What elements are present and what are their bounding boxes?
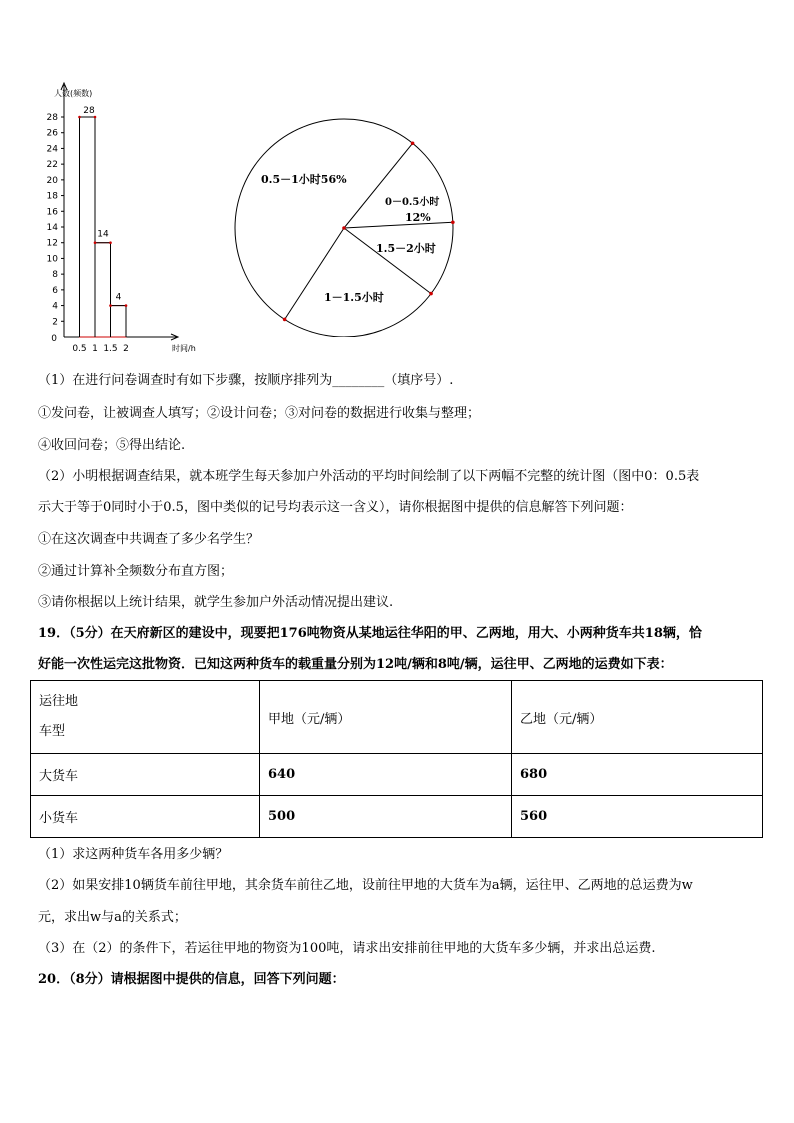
bar-corner-point (125, 304, 128, 307)
pie-slice-sublabel: 12% (405, 211, 431, 224)
x-tick-label: 2 (123, 344, 129, 354)
q2-text-a: （2）小明根据调查结果，就本班学生每天参加户外活动的平均时间绘制了以下两幅不完整的统计图（图中0：0.5表 (38, 469, 700, 484)
x-tick-label: 1.5 (103, 344, 118, 354)
bar-data-label: 4 (115, 292, 122, 303)
y-tick-label: 4 (52, 301, 58, 312)
pie-slice-label: 0.5－1小时56% (261, 173, 347, 186)
cell-yi: 560 (512, 796, 763, 838)
bar-corner-point (109, 241, 112, 244)
pie-slice-boundary (344, 143, 413, 228)
q1-text: （1）在进行问卷调查时有如下步骤，按顺序排列为________（填序号）. (38, 373, 454, 388)
y-tick-label: 8 (52, 270, 58, 281)
y-tick-label: 26 (46, 128, 58, 139)
y-tick-label: 18 (46, 191, 58, 202)
corner-bottom: 车型 (39, 724, 66, 739)
q2-sub3: ③请你根据以上统计结果，就学生参加户外活动情况提出建议. (38, 595, 394, 610)
x-axis-label: 时间/h (172, 344, 196, 353)
q2-sub1: ①在这次调查中共调查了多少名学生？ (38, 532, 260, 547)
table-row (31, 754, 763, 796)
histogram-bar (111, 306, 127, 337)
col-header-yi: 乙地（元/辆） (512, 681, 763, 754)
x-tick-label: 0.5 (72, 344, 87, 354)
x-tick-label: 1 (92, 344, 98, 354)
bar-corner-point (94, 241, 97, 244)
y-tick-label: 16 (46, 207, 58, 218)
pie-slice-boundary (344, 228, 431, 294)
y-tick-label: 6 (52, 285, 58, 296)
table-header-row (31, 681, 763, 754)
cell-yi: 680 (512, 754, 763, 796)
q19-sub2-b: 元，求出w与a的关系式； (38, 910, 187, 925)
q19-sub3: （3）在（2）的条件下，若运往甲地的物资为100吨，请求出安排前往甲地的大货车多少辆，并求出总运费. (38, 941, 656, 956)
bar-corner-point (78, 116, 81, 119)
q20-text: 20．（8分）请根据图中提供的信息，回答下列问题： (38, 972, 345, 987)
q19-sub1: （1）求这两种货车各用多少辆？ (38, 847, 229, 862)
q19-text-a: 19．（5分）在天府新区的建设中，现要把176吨物资从某地运往华阳的甲、乙两地，用大、小两种货车共18辆，恰 (38, 626, 702, 641)
row-type: 大货车 (31, 754, 260, 796)
histogram-bar-outline (95, 243, 111, 337)
pie-slice-boundary (344, 222, 453, 228)
origin-label: 0 (51, 334, 57, 344)
y-tick-label: 28 (46, 113, 58, 123)
pie-center-point (342, 226, 346, 230)
pie-slice-label: 1.5－2小时 (376, 242, 436, 255)
corner-top: 运往地 (39, 694, 79, 709)
q19-text-b: 好能一次性运完这批物资．已知这两种货车的载重量分别为12吨/辆和8吨/辆，运往甲、乙两地的运费如下表： (38, 657, 673, 672)
row-type: 小货车 (31, 796, 260, 838)
cell-jia: 500 (260, 796, 512, 838)
pie-boundary-point (451, 220, 455, 224)
histogram-bar-outline (111, 306, 127, 337)
bar-corner-point (94, 116, 97, 119)
pie-slice-boundary (285, 228, 344, 319)
pie-chart (225, 112, 465, 337)
q1-steps-b: ④收回问卷；⑤得出结论. (38, 438, 186, 453)
y-axis-label: 人数(频数) (54, 89, 93, 98)
pie-slice-label: 1－1.5小时 (324, 291, 384, 304)
col-header-jia: 甲地（元/辆） (260, 681, 512, 754)
table-corner-cell (31, 681, 260, 754)
pie-slice-label: 0－0.5小时 (385, 197, 440, 208)
pie-boundary-point (429, 292, 433, 296)
y-tick-label: 22 (46, 160, 58, 171)
bar-data-label: 14 (97, 229, 109, 240)
histogram-bar (80, 117, 96, 337)
pie-boundary-point (283, 318, 287, 322)
q19-sub2-a: （2）如果安排10辆货车前往甲地，其余货车前往乙地，设前往甲地的大货车为a辆，运往甲、乙两地的总运费为w (38, 878, 693, 893)
bar-data-label: 28 (83, 106, 95, 116)
histogram-bar-outline (80, 117, 96, 337)
y-tick-label: 24 (46, 144, 58, 155)
y-tick-label: 14 (46, 223, 58, 233)
y-tick-label: 12 (46, 238, 58, 249)
q2-sub2: ②通过计算补全频数分布直方图； (38, 564, 234, 579)
q1-steps-a: ①发问卷，让被调查人填写；②设计问卷；③对问卷的数据进行收集与整理； (38, 406, 481, 421)
cell-jia: 640 (260, 754, 512, 796)
histogram-bar (95, 243, 111, 337)
y-tick-label: 10 (46, 254, 58, 265)
y-tick-label: 2 (52, 317, 58, 328)
q2-text-b: 示大于等于0同时小于0.5，图中类似的记号均表示这一含义），请你根据图中提供的信息解答下列问题： (38, 500, 633, 515)
y-tick-label: 20 (46, 175, 58, 186)
freight-table (30, 680, 763, 838)
table-row (31, 796, 763, 838)
pie-boundary-point (411, 141, 415, 145)
frequency-histogram (30, 80, 220, 360)
bar-corner-point (109, 304, 112, 307)
